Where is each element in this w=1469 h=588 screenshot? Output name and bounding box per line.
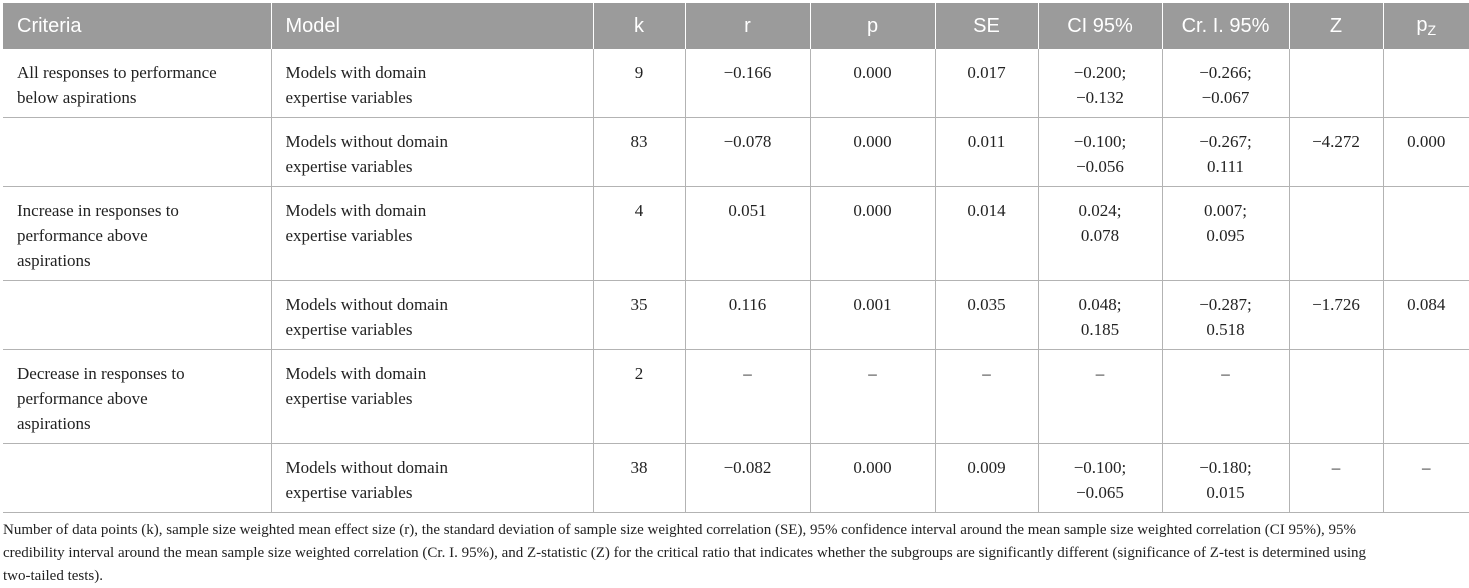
cell-line: Models with domain <box>285 364 427 383</box>
cell-k: 2 <box>593 350 685 444</box>
cell-cri <box>1162 49 1289 118</box>
cell-line: −0.180; <box>1199 458 1252 477</box>
cell-ci <box>1038 49 1162 118</box>
cell-r: 0.051 <box>685 187 810 281</box>
header-z: Z <box>1289 3 1383 49</box>
header-r: r <box>685 3 810 49</box>
table-row <box>3 281 1469 350</box>
cell-se: 0.009 <box>935 444 1038 513</box>
cell-line: −0.067 <box>1201 88 1250 107</box>
cell-line: expertise variables <box>285 226 413 245</box>
cell-ci <box>1038 281 1162 350</box>
cell-line: −0.065 <box>1076 483 1124 502</box>
cell-z <box>1289 350 1383 444</box>
cell-ci <box>1038 444 1162 513</box>
cell-criteria <box>3 187 271 281</box>
cell-pz: – <box>1383 444 1469 513</box>
cell-line: – <box>1095 364 1105 383</box>
cell-criteria <box>3 444 271 513</box>
header-cri: Cr. I. 95% <box>1162 3 1289 49</box>
cell-z: – <box>1289 444 1383 513</box>
cell-r: −0.078 <box>685 118 810 187</box>
cell-model <box>271 187 593 281</box>
cell-line: Decrease in responses to <box>17 364 185 383</box>
cell-se: 0.011 <box>935 118 1038 187</box>
cell-r: – <box>685 350 810 444</box>
cell-k: 35 <box>593 281 685 350</box>
cell-criteria <box>3 118 271 187</box>
cell-ci <box>1038 118 1162 187</box>
table-footnote: Number of data points (k), sample size weighted mean effect size (r), the standard deviation of sample size weighted correlation (SE), 95% confidence interval around the mean sample size weighted correlation (CI 95%), 95% credibility interval around the mean sample size weighted correlation (Cr. I. 95%), and Z-statistic (Z) for the critical ratio that indicates whether the subgroups are significantly different (significance of Z-test is determined using two-tailed tests). <box>3 522 1367 584</box>
cell-se: 0.017 <box>935 49 1038 118</box>
cell-line: −0.200; <box>1073 63 1127 82</box>
table-body <box>3 49 1469 513</box>
header-row <box>3 3 1469 49</box>
table-row <box>3 444 1469 513</box>
cell-z: −1.726 <box>1289 281 1383 350</box>
cell-line: expertise variables <box>285 389 413 408</box>
cell-pz: 0.084 <box>1383 281 1469 350</box>
cell-line: −0.056 <box>1076 157 1124 176</box>
cell-cri <box>1162 444 1289 513</box>
header-pz-subscript: Z <box>1427 22 1437 38</box>
cell-line: Models with domain <box>285 63 427 82</box>
cell-r: −0.166 <box>685 49 810 118</box>
cell-line: aspirations <box>17 414 91 433</box>
cell-model <box>271 118 593 187</box>
cell-criteria <box>3 281 271 350</box>
table-row <box>3 350 1469 444</box>
cell-p: 0.000 <box>810 49 935 118</box>
cell-criteria <box>3 49 271 118</box>
cell-p: 0.001 <box>810 281 935 350</box>
results-table <box>3 3 1469 513</box>
table-row <box>3 118 1469 187</box>
cell-p: 0.000 <box>810 118 935 187</box>
cell-k: 9 <box>593 49 685 118</box>
cell-model <box>271 281 593 350</box>
cell-cri <box>1162 281 1289 350</box>
cell-cri <box>1162 350 1289 444</box>
cell-line: −0.100; <box>1073 132 1127 151</box>
cell-ci <box>1038 350 1162 444</box>
cell-p: 0.000 <box>810 444 935 513</box>
cell-line: expertise variables <box>285 88 413 107</box>
header-ci: CI 95% <box>1038 3 1162 49</box>
cell-line: Models without domain <box>285 295 448 314</box>
cell-cri <box>1162 187 1289 281</box>
cell-z <box>1289 49 1383 118</box>
cell-line: expertise variables <box>285 157 413 176</box>
cell-line: Models without domain <box>285 132 448 151</box>
cell-line: 0.518 <box>1206 320 1245 339</box>
cell-line: All responses to performance <box>17 63 217 82</box>
cell-ci <box>1038 187 1162 281</box>
cell-pz <box>1383 187 1469 281</box>
cell-line: performance above <box>17 226 148 245</box>
cell-line: – <box>1221 364 1230 383</box>
cell-line: below aspirations <box>17 88 137 107</box>
cell-k: 4 <box>593 187 685 281</box>
header-pz <box>1383 3 1469 49</box>
table-row <box>3 187 1469 281</box>
cell-k: 83 <box>593 118 685 187</box>
cell-line: Models with domain <box>285 201 427 220</box>
cell-r: −0.082 <box>685 444 810 513</box>
cell-pz <box>1383 49 1469 118</box>
cell-line: aspirations <box>17 251 91 270</box>
cell-line: 0.078 <box>1080 226 1120 245</box>
cell-pz <box>1383 350 1469 444</box>
cell-se: 0.035 <box>935 281 1038 350</box>
cell-line: −0.132 <box>1076 88 1124 107</box>
table-row <box>3 49 1469 118</box>
cell-line: 0.024; <box>1078 201 1122 220</box>
cell-p: 0.000 <box>810 187 935 281</box>
cell-model <box>271 49 593 118</box>
cell-line: Models without domain <box>285 458 448 477</box>
cell-line: 0.007; <box>1204 201 1247 220</box>
cell-z <box>1289 187 1383 281</box>
header-se: SE <box>935 3 1038 49</box>
cell-line: expertise variables <box>285 320 413 339</box>
cell-k: 38 <box>593 444 685 513</box>
cell-line: −0.287; <box>1199 295 1252 314</box>
cell-model <box>271 444 593 513</box>
cell-line: performance above <box>17 389 148 408</box>
cell-line: −0.266; <box>1199 63 1252 82</box>
cell-model <box>271 350 593 444</box>
header-model: Model <box>271 3 593 49</box>
cell-line: Increase in responses to <box>17 201 179 220</box>
cell-criteria <box>3 350 271 444</box>
cell-z: −4.272 <box>1289 118 1383 187</box>
cell-line: 0.095 <box>1206 226 1245 245</box>
header-pz-base: p <box>1416 14 1428 36</box>
cell-p: – <box>810 350 935 444</box>
header-p: p <box>810 3 935 49</box>
cell-line: 0.015 <box>1206 483 1245 502</box>
table-figure <box>3 3 1446 588</box>
cell-cri <box>1162 118 1289 187</box>
header-criteria: Criteria <box>3 3 271 49</box>
cell-line: 0.111 <box>1207 157 1244 176</box>
cell-line: −0.267; <box>1199 132 1252 151</box>
cell-r: 0.116 <box>685 281 810 350</box>
cell-line: −0.100; <box>1073 458 1127 477</box>
cell-line: expertise variables <box>285 483 413 502</box>
cell-line: 0.048; <box>1078 295 1122 314</box>
cell-se: – <box>935 350 1038 444</box>
cell-pz: 0.000 <box>1383 118 1469 187</box>
header-k: k <box>593 3 685 49</box>
cell-line: 0.185 <box>1080 320 1120 339</box>
cell-se: 0.014 <box>935 187 1038 281</box>
